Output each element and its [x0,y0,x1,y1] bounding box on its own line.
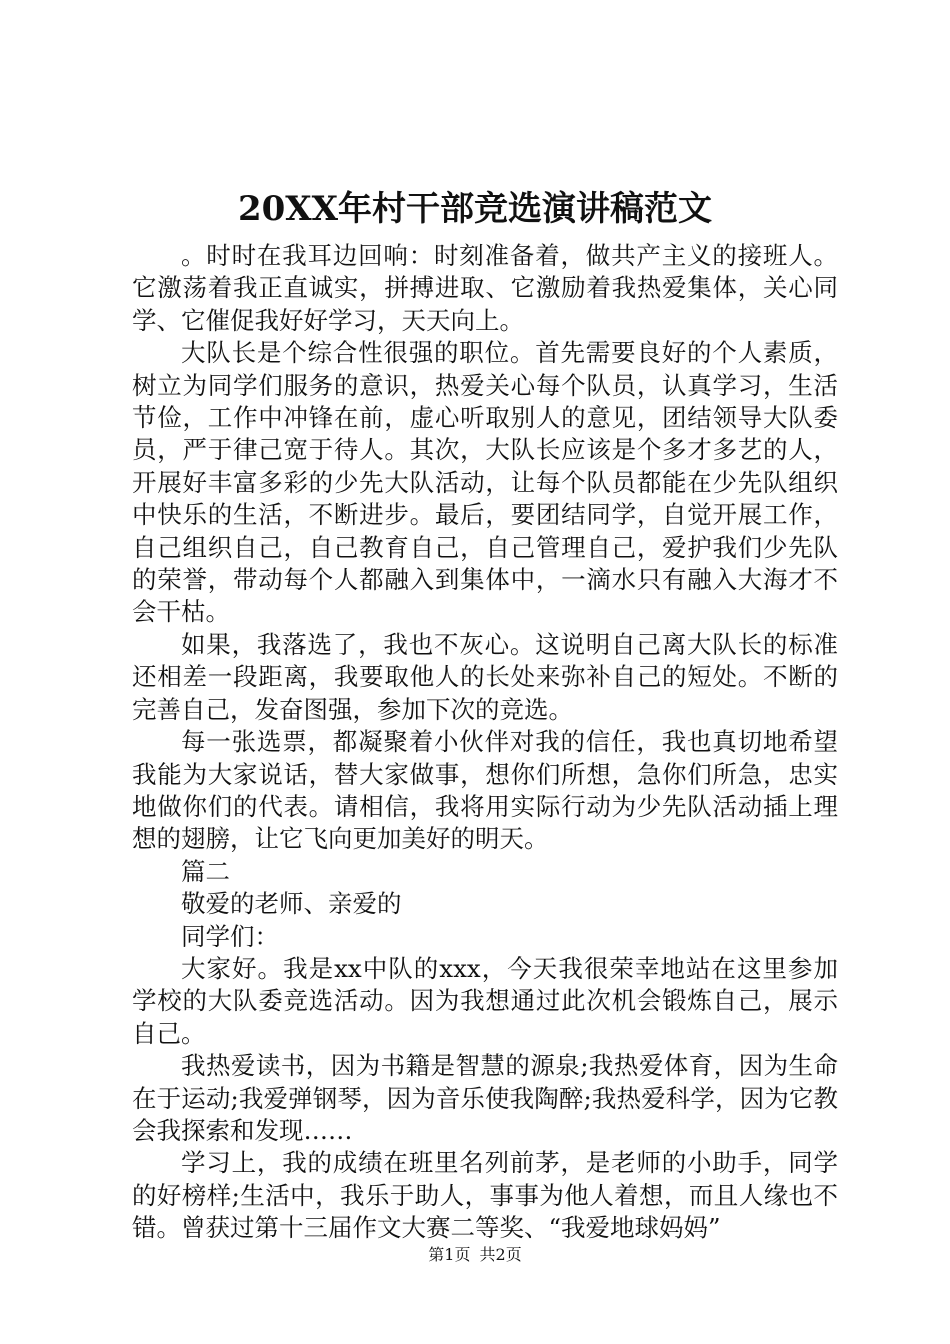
paragraph: 我热爱读书，因为书籍是智慧的源泉;我热爱体育，因为生命在于运动;我爱弹钢琴，因为音乐使我陶醉;我热爱科学，因为它教会我探索和发现…… [132,1051,838,1145]
salutation-line: 同学们： [181,921,279,951]
paragraph: 。时时在我耳边回响：时刻准备着，做共产主义的接班人。它激荡着我正直诚实，拼搏进取、它激励着我热爱集体，关心同学、它催促我好好学习，天天向上。 [132,241,838,335]
paragraph: 每一张选票，都凝聚着小伙伴对我的信任，我也真切地希望我能为大家说话，替大家做事，想你们所想，急你们所急，忠实地做你们的代表。请相信，我将用实际行动为少先队活动插上理想的翅膀，让它飞向更加美好的明天。 [132,727,838,854]
paragraph: 如果，我落选了，我也不灰心。这说明自己离大队长的标准还相差一段距离，我要取他人的长处来弥补自己的短处。不断的完善自己，发奋图强，参加下次的竞选。 [132,629,838,724]
page-footer [0,1244,950,1266]
page-number-current: 第1页 [428,1245,471,1264]
paragraph: 大队长是个综合性很强的职位。首先需要良好的个人素质，树立为同学们服务的意识，热爱关心每个队员，认真学习，生活节俭，工作中冲锋在前，虚心听取别人的意见，团结领导大队委员，严于律己宽于待人。其次，大队长应该是个多才多艺的人，开展好丰富多彩的少先大队活动，让每个队员都能在少先队组织中快乐的生活，不断进步。最后，要团结同学，自觉开展工作，自己组织自己，自己教育自己，自己管理自己，爱护我们少先队的荣誉，带动每个人都融入到集体中，一滴水只有融入大海才不会干枯。 [132,338,838,627]
document-title: 20XX年村干部竞选演讲稿范文 [237,189,713,229]
paragraph: 大家好。我是xx中队的xxx，今天我很荣幸地站在这里参加学校的大队委竞选活动。因为我想通过此次机会锻炼自己，展示自己。 [132,953,838,1048]
section-heading: 篇二 [181,856,230,886]
paragraph: 学习上，我的成绩在班里名列前茅，是老师的小助手，同学的好榜样;生活中，我乐于助人，事事为他人着想，而且人缘也不错。曾获过第十三届作文大赛二等奖、“我爱地球妈妈” [132,1148,838,1243]
page-number-total: 共2页 [479,1245,522,1264]
document-body [132,240,838,1245]
salutation-line: 敬爱的老师、亲爱的 [181,889,402,919]
